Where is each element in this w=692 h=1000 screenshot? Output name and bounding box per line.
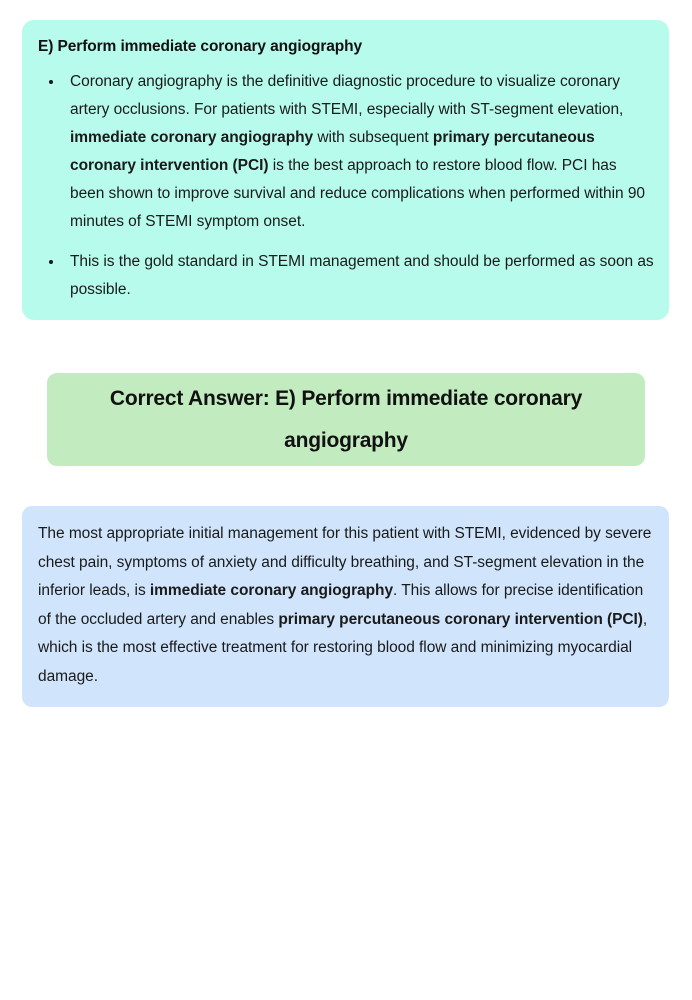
option-rationale-card <box>22 20 669 320</box>
list-item-text: Coronary angiography is the definitive diagnostic procedure to visualize coronary artery occlusions. For patients with STEMI, especially with ST-segment elevation, immediate coronary angiography with subsequent primary percutaneous coronary intervention (PCI) is the best approach to restore blood flow. PCI has been shown to improve survival and reduce complications when performed within 90 minutes of STEMI symptom onset. <box>70 73 645 230</box>
option-bullet-list <box>38 68 655 304</box>
bullet-dot-icon <box>49 260 53 264</box>
list-item <box>38 68 655 236</box>
list-item-text: This is the gold standard in STEMI management and should be performed as soon as possible. <box>70 253 654 298</box>
option-heading: E) Perform immediate coronary angiography <box>38 38 363 55</box>
correct-answer-label: Correct Answer: E) Perform immediate coronary angiography <box>109 386 583 452</box>
explanation-card <box>22 506 669 707</box>
list-item <box>38 248 655 304</box>
bullet-dot-icon <box>49 80 53 84</box>
explanation-text: The most appropriate initial management for this patient with STEMI, evidenced by severe chest pain, symptoms of anxiety and difficulty breathing, and ST-segment elevation in the inferior leads, is immediate coronary angiography. This allows for precise identification of the occluded artery and enables primary percutaneous coronary intervention (PCI), which is the most effective treatment for restoring blood flow and minimizing myocardial damage. <box>38 525 652 685</box>
correct-answer-banner <box>47 373 645 466</box>
